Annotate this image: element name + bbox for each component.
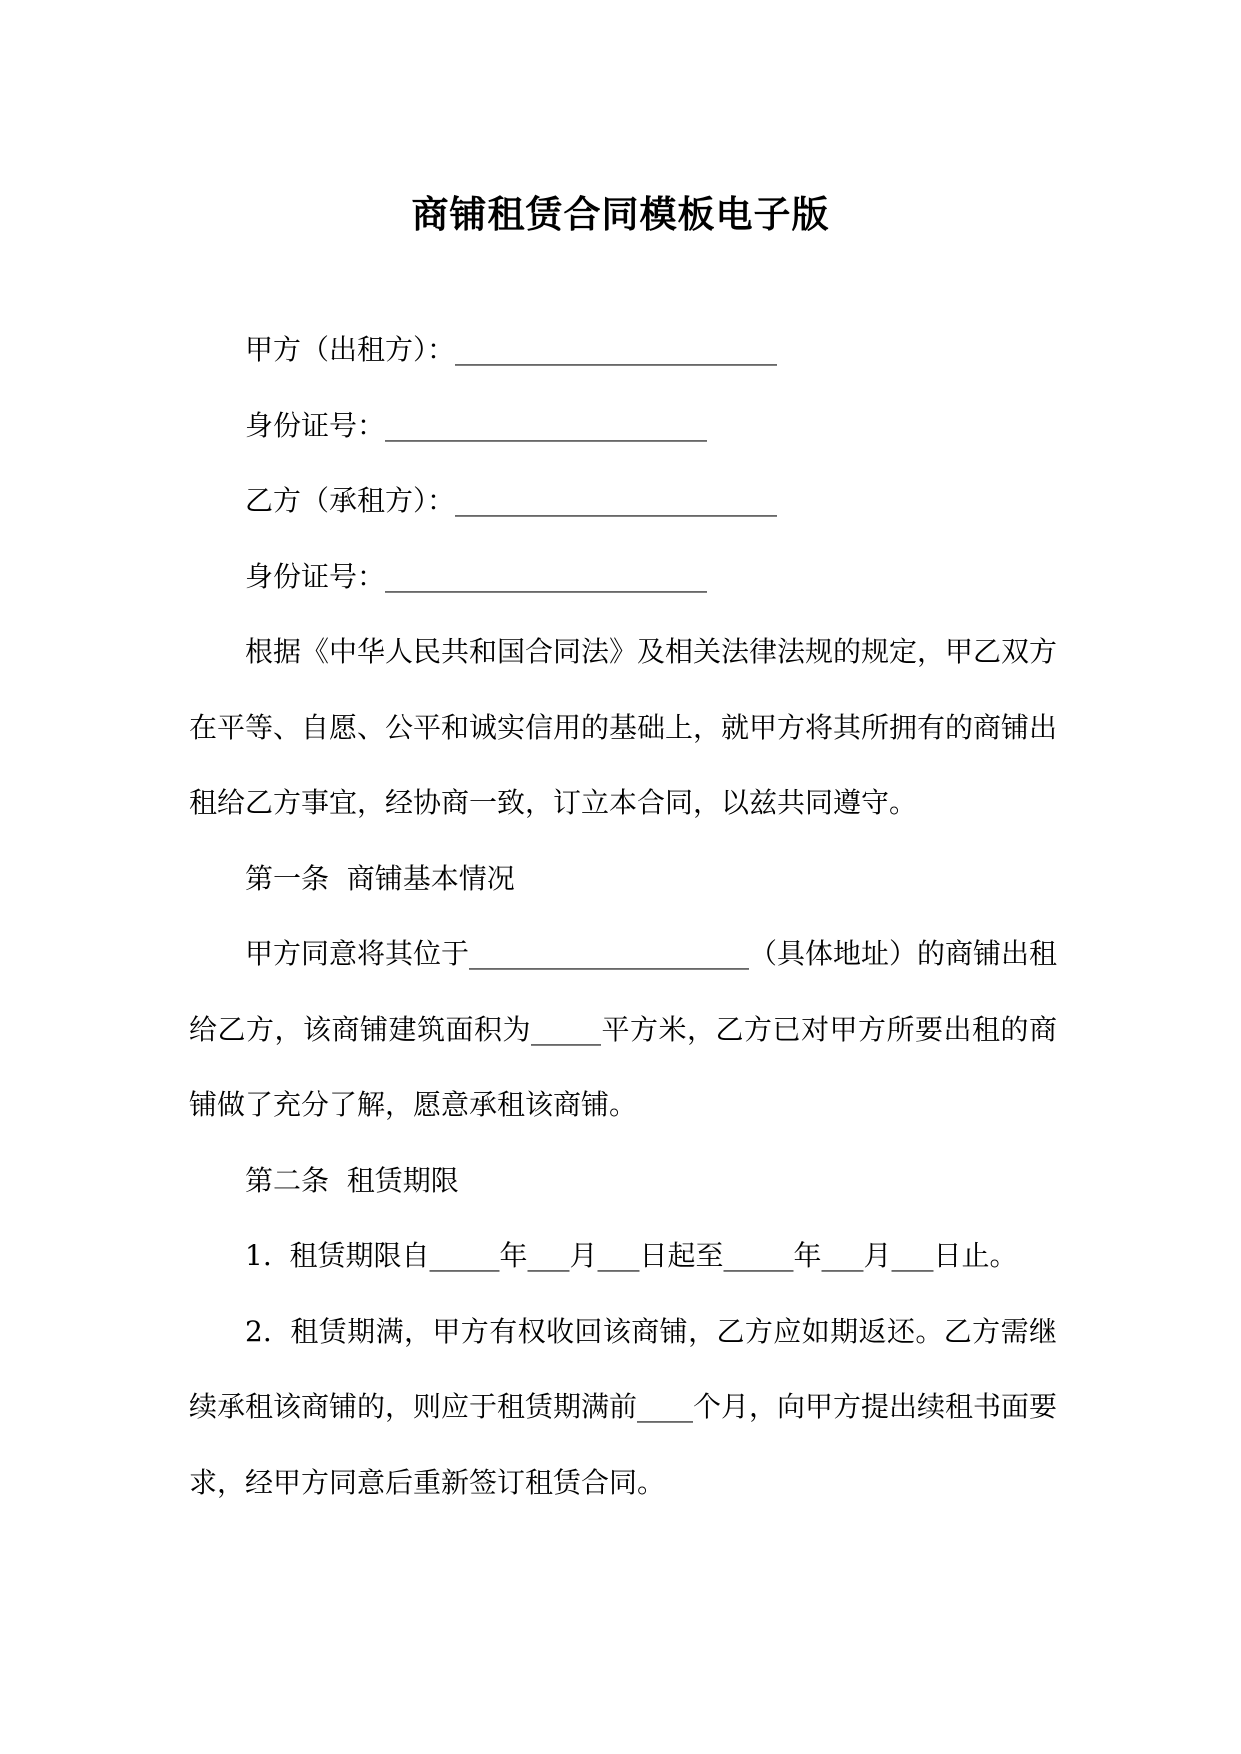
party-a-line: 甲方（出租方）：_______________________: [245, 333, 778, 366]
article-2-heading: 第二条 租赁期限: [245, 1163, 459, 1197]
article-2-clause-1: 1. 租赁期限自_____年___月___日起至_____年___月___日止。: [245, 1239, 1018, 1272]
party-b-id-line: 身份证号：_______________________: [245, 559, 708, 593]
party-b-line: 乙方（承租方）：_______________________: [245, 484, 778, 517]
article-2-clause-2: 2. 租赁期满，甲方有权收回该商铺，乙方应如期返还。乙方需继续承租该商铺的，则应于租赁期满前____个月，向甲方提出续租书面要求，经甲方同意后重新签订租赁合同。: [189, 1314, 1058, 1499]
document-title: 商铺租赁合同模板电子版: [411, 192, 830, 236]
article-1-heading: 第一条 商铺基本情况: [245, 861, 515, 895]
article-1-paragraph: 甲方同意将其位于____________________（具体地址）的商铺出租给乙方，该商铺建筑面积为_____平方米，乙方已对甲方所要出租的商铺做了充分了解，愿意承租该商铺。: [189, 937, 1058, 1121]
party-a-id-line: 身份证号：_______________________: [245, 408, 708, 442]
document-body: [189, 312, 1057, 1520]
preamble-paragraph: 根据《中华人民共和国合同法》及相关法律法规的规定，甲乙双方在平等、自愿、公平和诚实信用的基础上，就甲方将其所拥有的商铺出租给乙方事宜，经协商一致，订立本合同，以兹共同遵守。: [189, 635, 1058, 819]
